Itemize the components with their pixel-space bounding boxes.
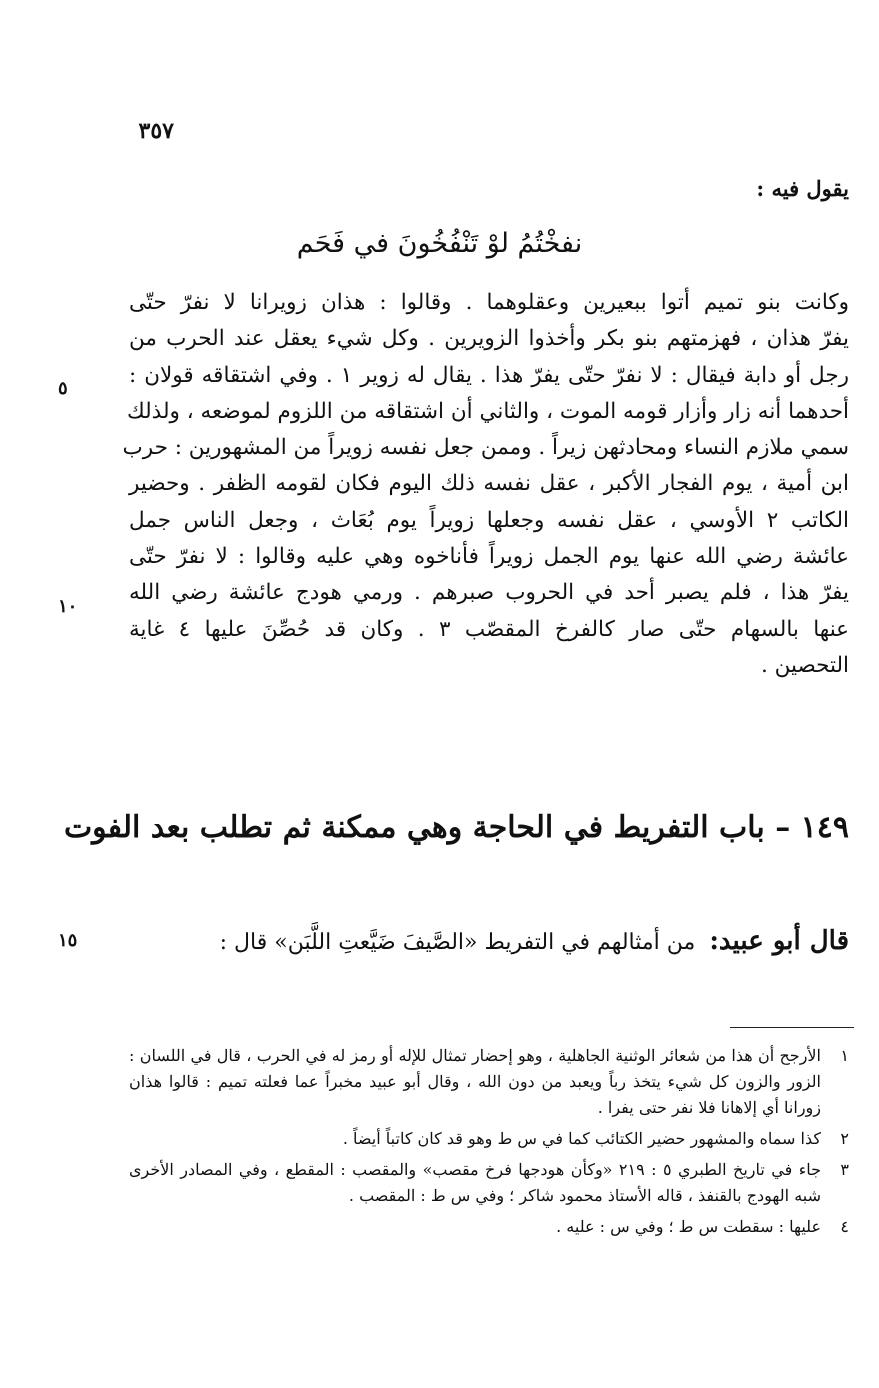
page-number: ٣٥٧ — [138, 118, 174, 144]
footnote — [129, 1126, 849, 1152]
footnote — [129, 1157, 849, 1209]
body-line: يفرّ هذان ، فهزمتهم بنو بكر وأخذوا الزويرين . وكل شيء يعقل عند الحرب من — [129, 326, 849, 352]
intro-line: يقول فيه : — [756, 176, 849, 201]
body-line: سمي ملازم النساء ومحادثهن زيراً . وممن جعل نفسه زويراً من المشهورين : حرب — [122, 435, 849, 461]
footnote-text: الأرجح أن هذا من شعائر الوثنية الجاهلية ، وهو إحضار تمثال للإله أو رمز له في الحرب ، قال في اللسان : الزور والزون كل شيء يتخذ رباً ويعبد من دون الله ، وقال أبو عبيد مخبراً عما فعلته تميم : قالوا هذان زورانا أي إلاهانا فلا نفر حتى يفرا . — [129, 1046, 821, 1117]
footnote-text: عليها : سقطت س ط ؛ وفي س : عليه . — [556, 1217, 821, 1236]
footnote-number: ٣ — [840, 1160, 849, 1179]
quote-text: من أمثالهم في التفريط «الصَّيفَ ضَيَّعتِ اللَّبَن» قال : — [219, 930, 696, 955]
body-line: وكانت بنو تميم أتوا ببعيرين وعقلوهما . وقالوا : هذان زويرانا لا نفرّ حتّى — [129, 290, 849, 315]
poem-verse: نفخْتُمُ لوْ تَنْفُخُونَ في فَحَم — [296, 228, 583, 259]
footnote — [129, 1214, 849, 1240]
footnote-divider — [730, 1027, 854, 1028]
footnote — [129, 1043, 849, 1121]
margin-line-number: ١٥ — [58, 930, 78, 951]
body-line: رجل أو دابة فيقال : لا نفرّ حتّى يفرّ هذا . يقال له زوير ١ . وفي اشتقاقه قولان : — [129, 362, 849, 388]
body-line: الكاتب ٢ الأوسي ، عقل نفسه وجعلها زويراً يوم بُعَاث ، وجعل الناس جمل — [129, 507, 849, 533]
footnote-text: كذا سماه والمشهور حضير الكتائب كما في س ط وهو قد كان كاتباً أيضاً . — [342, 1129, 821, 1148]
footnote-number: ١ — [840, 1046, 849, 1065]
quote-speaker: قال أبو عبيد: — [709, 926, 849, 956]
body-line: عائشة رضي الله عنها يوم الجمل زويراً فأناخوه وهي عليه وقالوا : لا نفرّ حتّى — [129, 544, 849, 570]
footnote-text: جاء في تاريخ الطبري ٥ : ٢١٩ «وكأن هودجها فرخ مقصب» والمقصب : المقطع ، وفي المصادر الأخرى شبه الهودج بالقنفذ ، قاله الأستاذ محمود شاكر ؛ وفي س ط : المقصب . — [129, 1160, 822, 1205]
body-paragraph — [122, 285, 850, 684]
body-line: التحصين . — [760, 652, 849, 678]
footnote-number: ٤ — [840, 1217, 849, 1236]
margin-line-number: ١٠ — [58, 596, 78, 617]
body-line: عنها بالسهام حتّى صار كالفرخ المقصّب ٣ . وكان قد حُصِّنَ عليها ٤ غاية — [129, 616, 850, 642]
body-line: ابن أمية ، يوم الفجار الأكبر ، عقل نفسه ذلك اليوم فكان لقومه الظفر . وحضير — [129, 471, 849, 497]
quote-line — [129, 926, 849, 956]
chapter-heading: ١٤٩ – باب التفريط في الحاجة وهي ممكنة ثم تطلب بعد الفوت — [63, 810, 849, 845]
footnote-number: ٢ — [840, 1129, 849, 1148]
margin-line-number: ٥ — [58, 378, 68, 399]
footnotes — [129, 1043, 849, 1245]
body-line: يفرّ هذا ، فلم يصبر أحد في الحروب صبرهم . ورمي هودج عائشة رضي الله — [129, 580, 849, 606]
body-line: أحدهما أنه زار وأزار قومه الموت ، والثاني أن اشتقاقه من اللزوم لموضعه ، ولذلك — [126, 398, 849, 424]
